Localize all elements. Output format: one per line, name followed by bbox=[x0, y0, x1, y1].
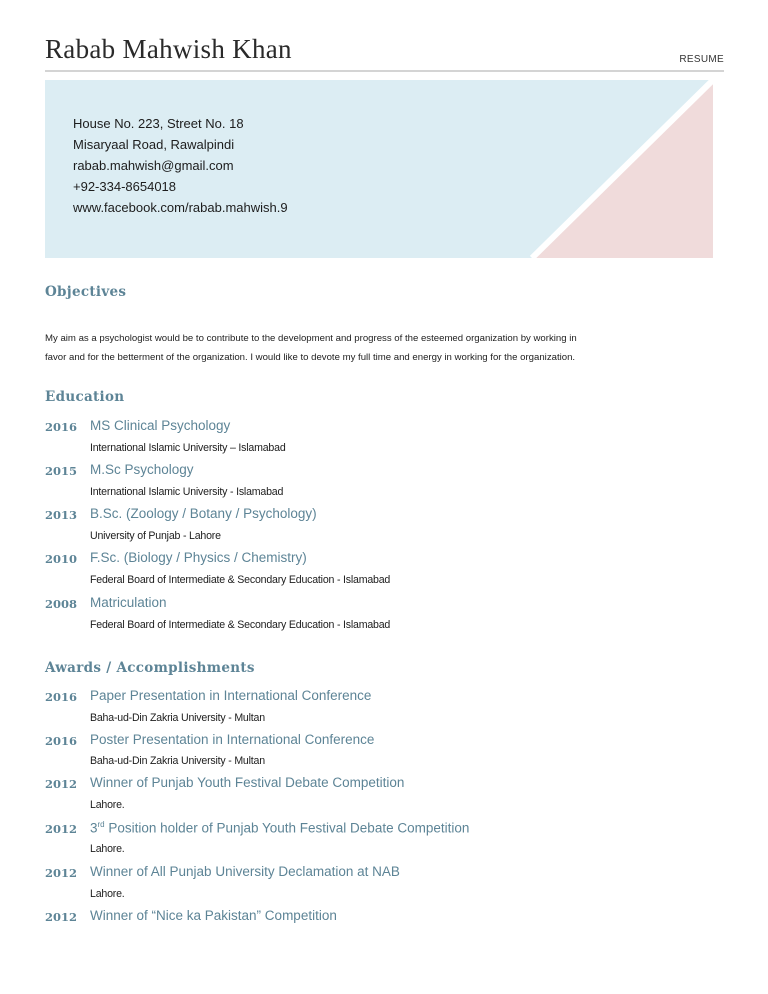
education-institution: International Islamic University – Islamabad bbox=[90, 442, 286, 454]
award-title: Paper Presentation in International Conference bbox=[90, 688, 372, 703]
award-title: Poster Presentation in International Conference bbox=[90, 732, 375, 747]
award-year: 2016 bbox=[45, 690, 78, 704]
education-item bbox=[45, 420, 735, 442]
award-year: 2012 bbox=[45, 866, 78, 880]
education-item bbox=[45, 464, 735, 486]
award-title bbox=[90, 820, 469, 836]
objectives-line-1: My aim as a psychologist would be to contribute to the development and progress of the esteemed organization by working in bbox=[45, 333, 577, 344]
education-institution: Federal Board of Intermediate & Secondary Education - Islamabad bbox=[90, 619, 391, 631]
award-year: 2016 bbox=[45, 734, 78, 748]
award-title: Winner of “Nice ka Pakistan” Competition bbox=[90, 908, 337, 923]
address-line-1: House No. 223, Street No. 18 bbox=[73, 116, 244, 131]
objectives-line-2: favor and for the betterment of the organization. I would like to devote my full time and energy in working for the organization. bbox=[45, 352, 576, 363]
award-detail: Lahore. bbox=[90, 843, 125, 855]
education-degree: Matriculation bbox=[90, 595, 167, 610]
objectives-text bbox=[45, 329, 735, 367]
education-year: 2015 bbox=[45, 464, 78, 478]
education-title: Education bbox=[45, 389, 125, 405]
award-detail: Baha-ud-Din Zakria University - Multan bbox=[90, 712, 265, 724]
objectives-title: Objectives bbox=[45, 284, 127, 300]
education-item bbox=[45, 552, 735, 574]
award-title-number: 3 bbox=[90, 820, 98, 836]
education-item bbox=[45, 597, 735, 619]
education-institution: International Islamic University - Islamabad bbox=[90, 486, 284, 498]
awards-title: Awards / Accomplishments bbox=[45, 660, 255, 676]
award-item bbox=[45, 910, 735, 932]
education-degree: F.Sc. (Biology / Physics / Chemistry) bbox=[90, 550, 307, 565]
education-degree: M.Sc Psychology bbox=[90, 462, 194, 477]
award-year: 2012 bbox=[45, 822, 78, 836]
award-item bbox=[45, 777, 735, 799]
contact-box bbox=[45, 80, 713, 258]
education-institution: Federal Board of Intermediate & Secondary Education - Islamabad bbox=[90, 574, 391, 586]
award-title: Winner of Punjab Youth Festival Debate Competition bbox=[90, 775, 405, 790]
award-year: 2012 bbox=[45, 910, 78, 924]
award-item bbox=[45, 690, 735, 712]
award-item bbox=[45, 866, 735, 888]
education-year: 2008 bbox=[45, 597, 78, 611]
education-year: 2010 bbox=[45, 552, 78, 566]
award-detail: Lahore. bbox=[90, 888, 125, 900]
website[interactable]: www.facebook.com/rabab.mahwish.9 bbox=[73, 200, 288, 215]
education-year: 2013 bbox=[45, 508, 78, 522]
address-line-2: Misaryaal Road, Rawalpindi bbox=[73, 137, 235, 152]
award-detail: Lahore. bbox=[90, 799, 125, 811]
award-title: Winner of All Punjab University Declamation at NAB bbox=[90, 864, 400, 879]
award-item bbox=[45, 822, 735, 844]
candidate-name: Rabab Mahwish Khan bbox=[45, 34, 292, 64]
resume-header bbox=[45, 34, 724, 72]
education-institution: University of Punjab - Lahore bbox=[90, 530, 221, 542]
award-title-superscript: rd bbox=[97, 820, 105, 829]
education-degree: MS Clinical Psychology bbox=[90, 418, 231, 433]
award-year: 2012 bbox=[45, 777, 78, 791]
award-item bbox=[45, 734, 735, 756]
document-label: RESUME bbox=[679, 54, 724, 65]
phone[interactable]: +92-334-8654018 bbox=[73, 179, 177, 194]
award-detail: Baha-ud-Din Zakria University - Multan bbox=[90, 755, 265, 767]
award-title-rest: Position holder of Punjab Youth Festival Debate Competition bbox=[104, 820, 470, 836]
education-year: 2016 bbox=[45, 420, 78, 434]
contact-details bbox=[73, 113, 288, 218]
email[interactable]: rabab.mahwish@gmail.com bbox=[73, 158, 234, 173]
education-degree: B.Sc. (Zoology / Botany / Psychology) bbox=[90, 506, 317, 521]
education-item bbox=[45, 508, 735, 530]
